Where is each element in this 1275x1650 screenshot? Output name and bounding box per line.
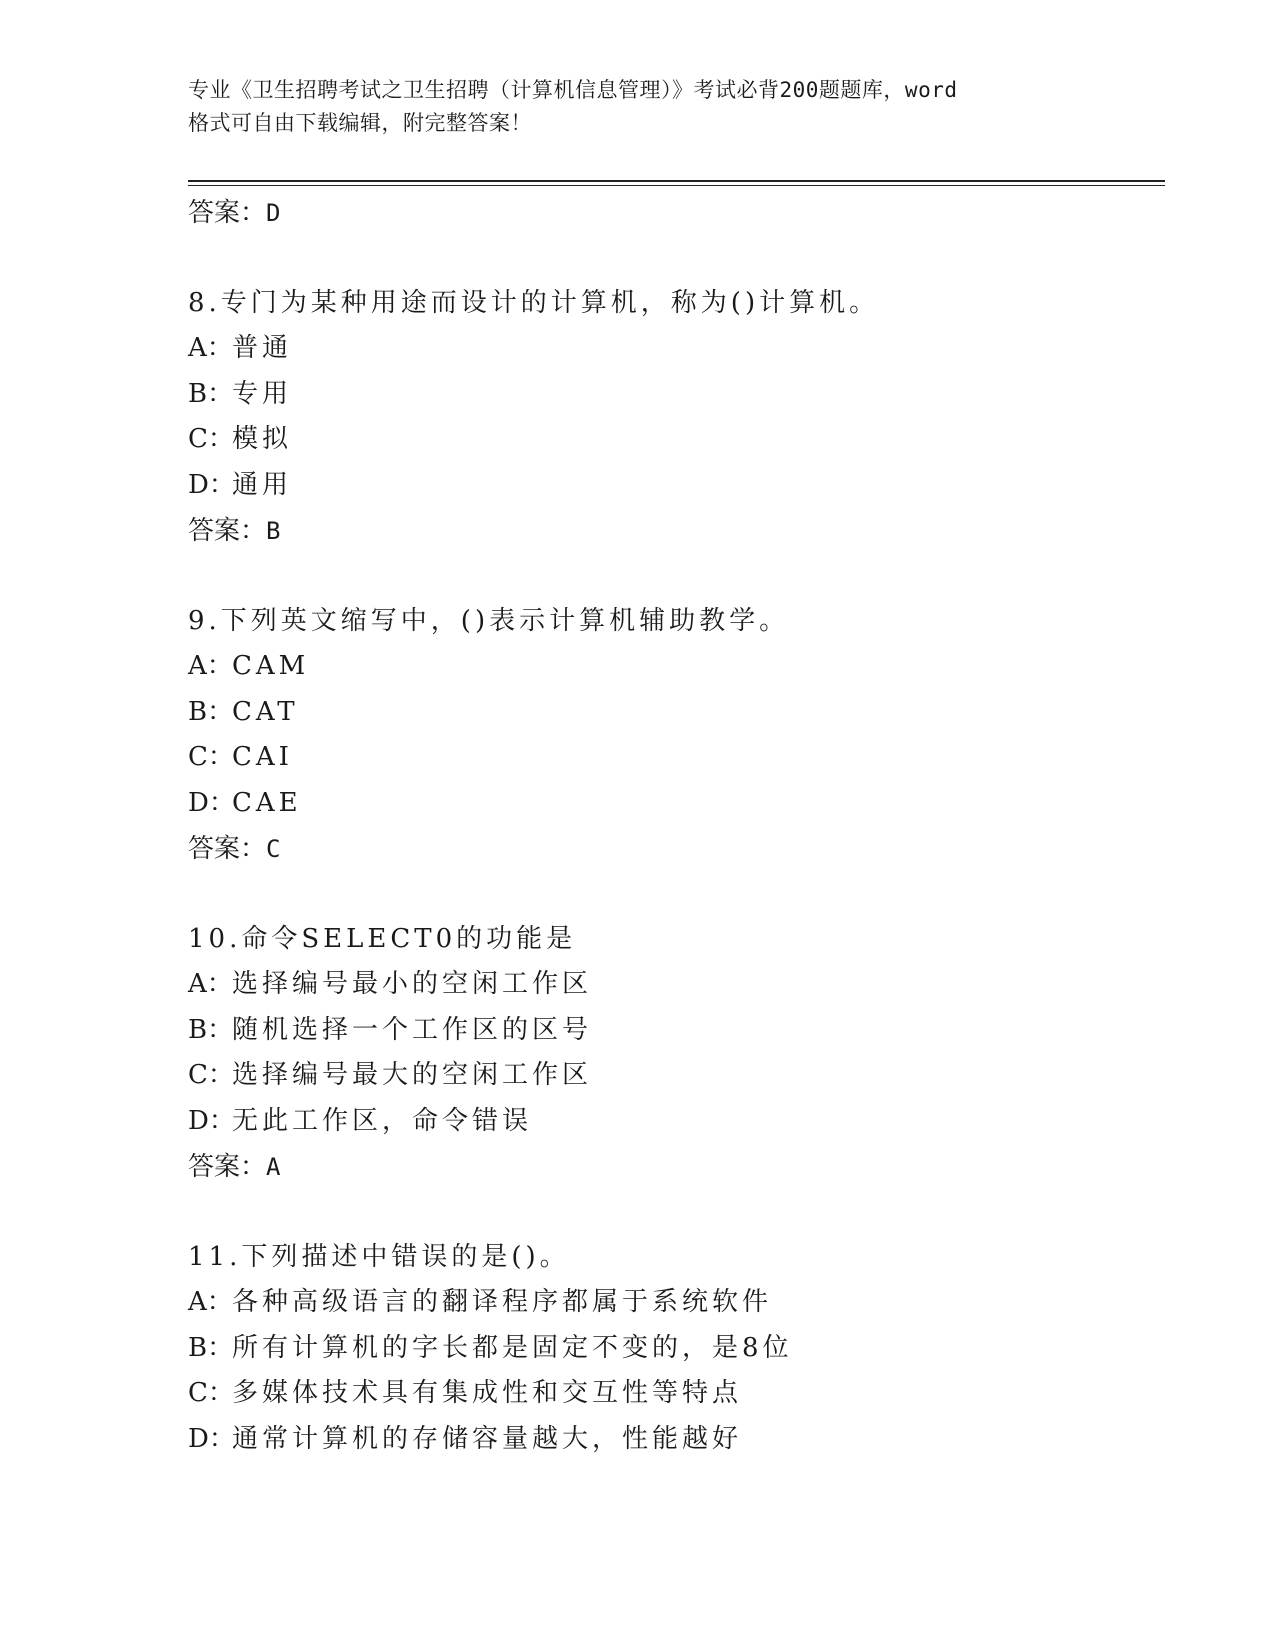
option-text: 普通 [232, 333, 293, 363]
option-text: 无此工作区，命令错误 [232, 1105, 533, 1136]
header-rule-thick [188, 180, 1165, 182]
answer-letter: B [266, 517, 281, 545]
option-label: B： [188, 1014, 234, 1045]
header-line-2: 格式可自由下载编辑，附完整答案！ [188, 111, 532, 135]
option-a [188, 1280, 1165, 1326]
option-text: 多媒体技术具有集成性和交互性等特点 [232, 1378, 743, 1408]
option-d [188, 1417, 1165, 1463]
answer-prefix: 答案： [188, 198, 267, 228]
option-c [188, 417, 1165, 463]
option-c [188, 1053, 1165, 1099]
option-label: B： [188, 696, 234, 727]
answer-line [188, 190, 1165, 236]
option-d [188, 1099, 1165, 1145]
question-text: 8.专门为某种用途而设计的计算机，称为()计算机。 [188, 288, 880, 318]
option-c [188, 1371, 1165, 1417]
answer-line [188, 508, 1165, 554]
option-text: 选择编号最小的空闲工作区 [232, 969, 593, 999]
header-rule-thin [188, 185, 1165, 186]
answer-prefix: 答案： [188, 516, 267, 546]
answer-prefix: 答案： [188, 834, 267, 864]
option-d [188, 781, 1165, 827]
option-label: A： [188, 651, 233, 681]
option-label: B： [188, 1332, 234, 1363]
answer-line [188, 826, 1165, 872]
option-text: 通常计算机的存储容量越大，性能越好 [232, 1423, 743, 1454]
option-d [188, 463, 1165, 509]
option-c [188, 735, 1165, 781]
option-text: 各种高级语言的翻译程序都属于系统软件 [232, 1287, 773, 1317]
option-a [188, 962, 1165, 1008]
option-text: 所有计算机的字长都是固定不变的，是8位 [232, 1332, 793, 1363]
option-label: D： [188, 1105, 235, 1136]
option-text: CAT [232, 696, 299, 727]
option-b [188, 690, 1165, 736]
option-text: CAI [232, 742, 293, 772]
option-a [188, 644, 1165, 690]
question-text: 11.下列描述中错误的是()。 [188, 1242, 570, 1272]
option-label: C： [188, 742, 234, 772]
question-text: 10.命令SELECT0的功能是 [188, 924, 577, 954]
option-b [188, 372, 1165, 418]
option-b [188, 1008, 1165, 1054]
answer-letter: A [266, 1153, 281, 1181]
answer-letter: C [266, 835, 281, 863]
option-label: A： [188, 969, 233, 999]
question-text: 9.下列英文缩写中，()表示计算机辅助教学。 [188, 606, 790, 636]
option-label: D： [188, 469, 235, 500]
option-b [188, 1326, 1165, 1372]
answer-prefix: 答案： [188, 1152, 267, 1182]
option-label: A： [188, 1287, 233, 1317]
option-label: B： [188, 378, 234, 409]
option-text: CAE [232, 787, 302, 818]
document-header [188, 74, 1108, 140]
answer-letter: D [266, 199, 281, 227]
option-text: 模拟 [232, 424, 293, 454]
option-text: CAM [232, 651, 310, 681]
option-label: C： [188, 1060, 234, 1090]
option-text: 选择编号最大的空闲工作区 [232, 1060, 593, 1090]
option-label: C： [188, 1378, 234, 1408]
option-label: D： [188, 1423, 235, 1454]
option-label: C： [188, 424, 234, 454]
question-list [188, 190, 1165, 1462]
option-label: D： [188, 787, 235, 818]
option-a [188, 326, 1165, 372]
header-line-1: 专业《卫生招聘考试之卫生招聘（计算机信息管理）》考试必背200题题库，word [188, 78, 958, 102]
option-text: 专用 [232, 378, 293, 409]
option-text: 通用 [232, 469, 293, 500]
option-label: A： [188, 333, 233, 363]
answer-line [188, 1144, 1165, 1190]
option-text: 随机选择一个工作区的区号 [232, 1014, 593, 1045]
